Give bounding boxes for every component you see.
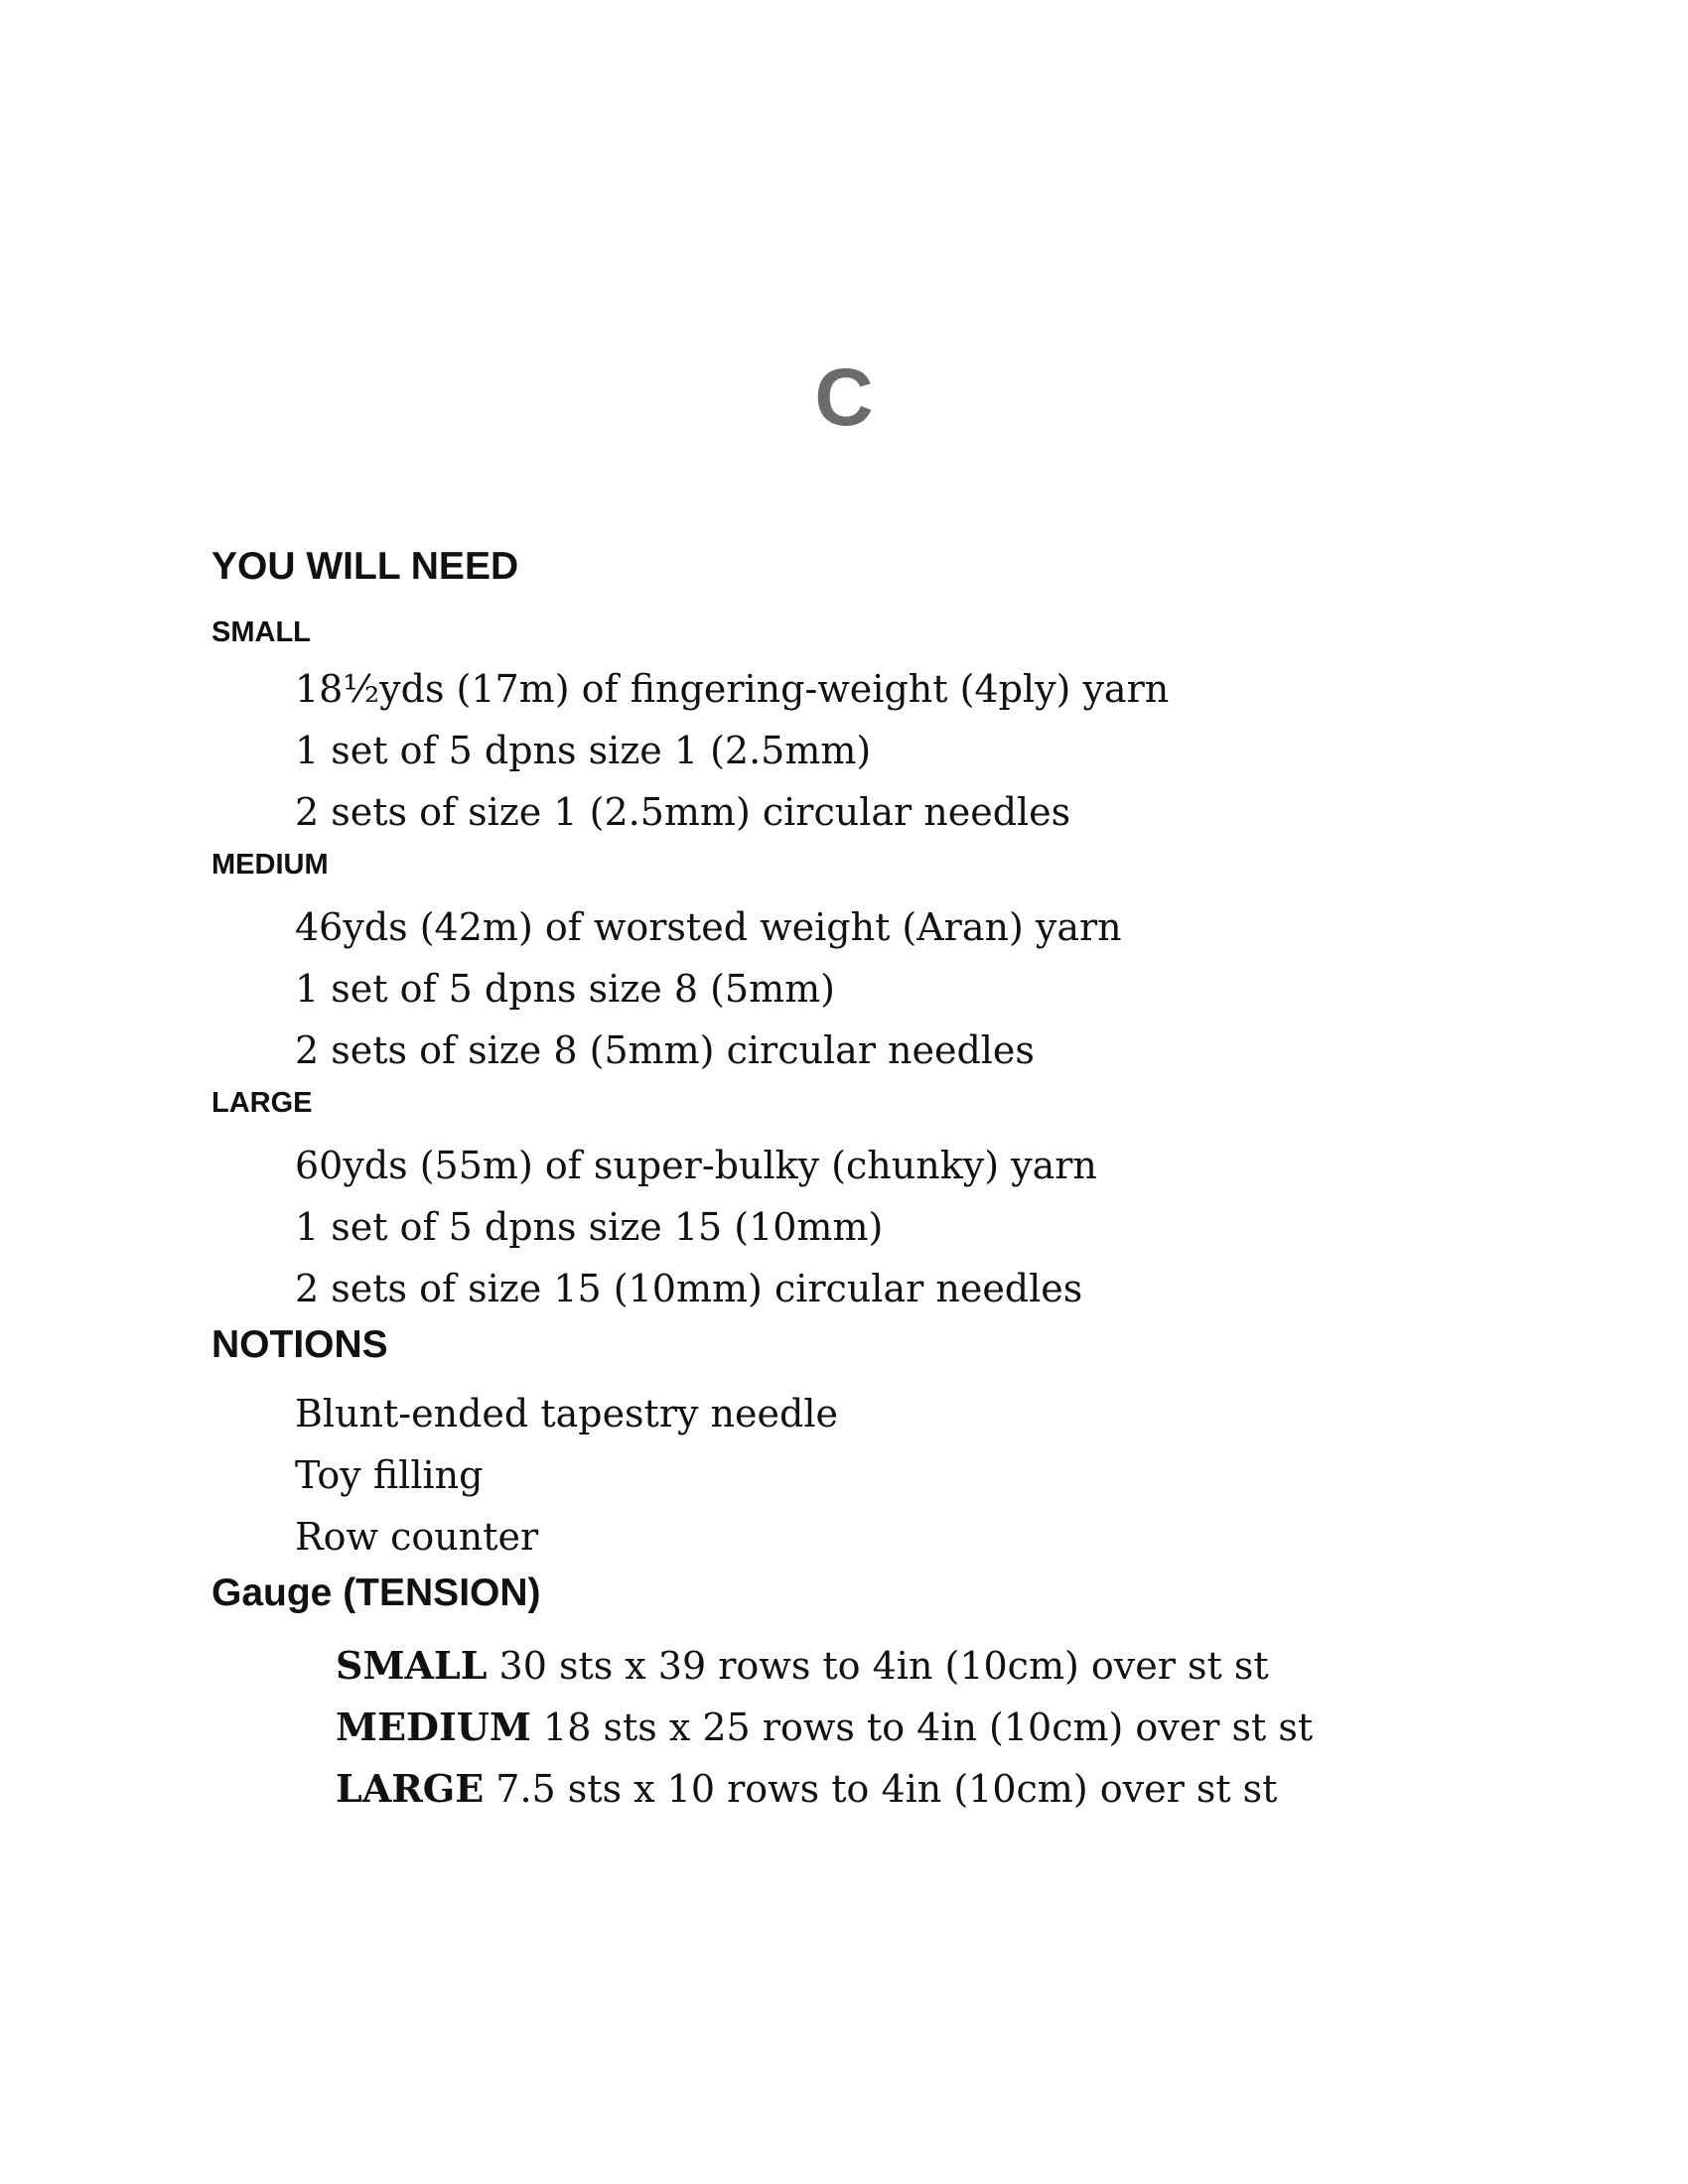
gauge-size-label: SMALL — [336, 1643, 488, 1688]
small-materials-list — [211, 658, 1552, 843]
list-item: 2 sets of size 8 (5mm) circular needles — [295, 1028, 1035, 1072]
medium-materials-list — [211, 896, 1552, 1081]
list-item: 60yds (55m) of super-bulky (chunky) yarn — [295, 1144, 1097, 1187]
list-item: Toy filling — [295, 1453, 484, 1497]
gauge-text: 18 sts x 25 rows to 4in (10cm) over st st — [530, 1706, 1314, 1749]
pattern-requirements — [211, 541, 1552, 1820]
gauge-list — [211, 1635, 1552, 1820]
list-item: 2 sets of size 1 (2.5mm) circular needles — [295, 790, 1071, 834]
gauge-item — [336, 1758, 1552, 1820]
notions-heading: NOTIONS — [211, 1323, 388, 1366]
gauge-heading: Gauge (TENSION) — [211, 1571, 541, 1614]
list-item: 18½yds (17m) of fingering-weight (4ply) yarn — [295, 667, 1170, 711]
size-large-label: LARGE — [211, 1087, 313, 1119]
list-item: 1 set of 5 dpns size 8 (5mm) — [295, 967, 835, 1011]
gauge-text: 7.5 sts x 10 rows to 4in (10cm) over st st — [484, 1767, 1278, 1811]
large-materials-list — [211, 1135, 1552, 1319]
gauge-item — [336, 1635, 1552, 1697]
gauge-text: 30 sts x 39 rows to 4in (10cm) over st st — [487, 1644, 1269, 1688]
you-will-need-heading: YOU WILL NEED — [211, 545, 519, 588]
size-small-label: SMALL — [211, 616, 311, 648]
gauge-size-label: MEDIUM — [336, 1705, 531, 1749]
size-medium-label: MEDIUM — [211, 849, 329, 881]
list-item: 1 set of 5 dpns size 1 (2.5mm) — [295, 729, 872, 772]
gauge-item — [336, 1697, 1552, 1758]
list-item: Blunt-ended tapestry needle — [295, 1392, 838, 1435]
list-item: 46yds (42m) of worsted weight (Aran) yarn — [295, 905, 1122, 949]
list-item: Row counter — [295, 1515, 539, 1559]
chapter-letter: C — [814, 352, 874, 443]
list-item: 2 sets of size 15 (10mm) circular needles — [295, 1267, 1083, 1310]
list-item: 1 set of 5 dpns size 15 (10mm) — [295, 1205, 884, 1249]
gauge-size-label: LARGE — [336, 1766, 485, 1811]
notions-list — [211, 1383, 1552, 1568]
